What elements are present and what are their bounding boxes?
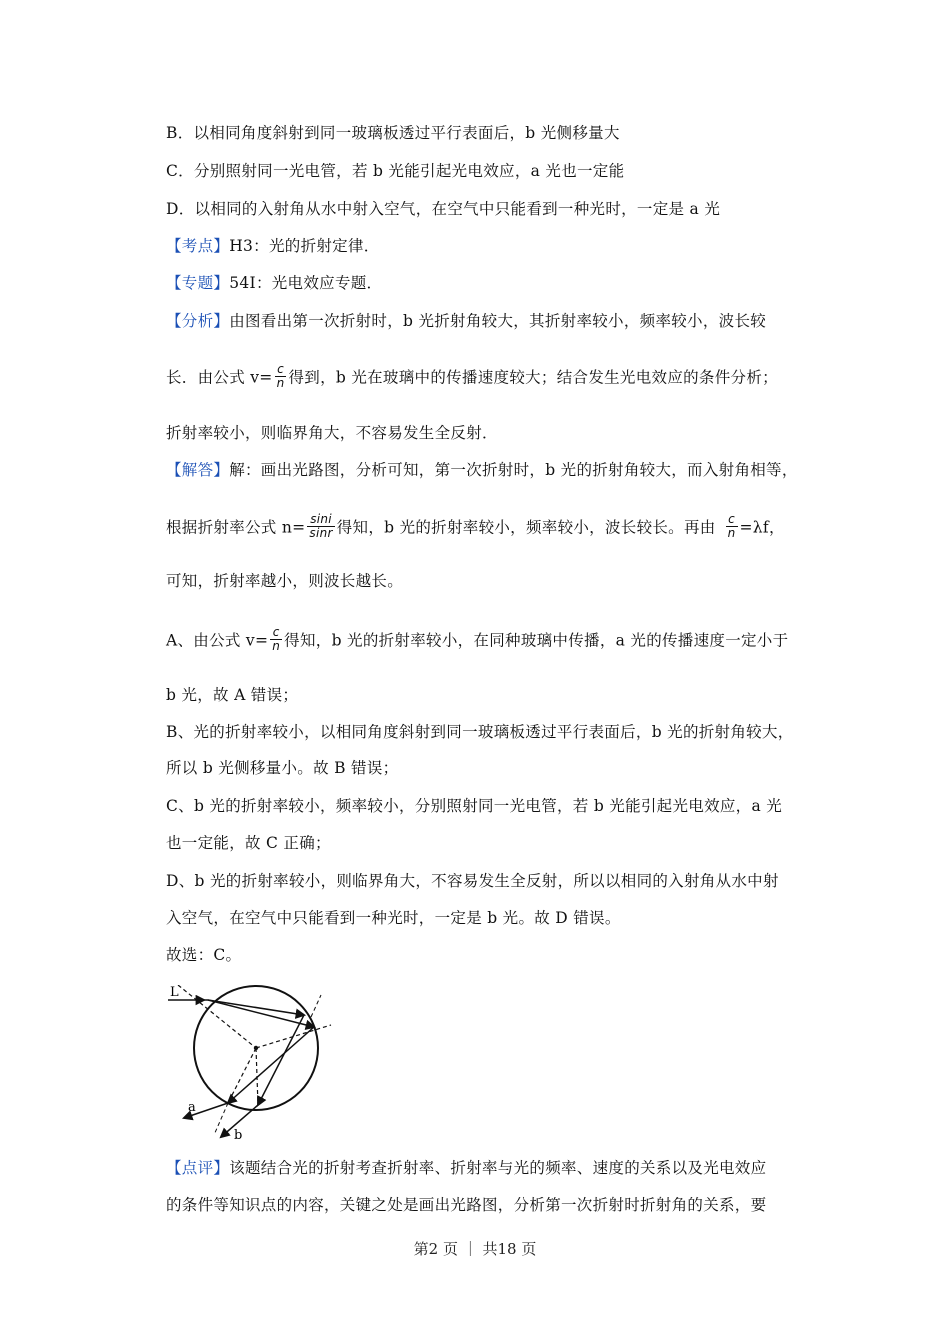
jieda-line-1 (166, 459, 806, 481)
frac-numerator: c (275, 363, 287, 377)
option-d: D．以相同的入射角从水中射入空气，在空气中只能看到一种光时，一定是 a 光 (166, 200, 721, 218)
jieda-a-text-1a: A、由公式 v= (166, 631, 269, 650)
fenxi-text-1: 由图看出第一次折射时，b 光折射角较大，其折射率较小，频率较小，波长较 (229, 312, 767, 330)
jieda-a-line-2: b 光，故 A 错误； (166, 686, 299, 704)
jieda-b-line-1: B、光的折射率较小，以相同角度斜射到同一玻璃板透过平行表面后，b 光的折射角较大， (166, 723, 794, 741)
normal-line (311, 995, 321, 1017)
normal-line (228, 1048, 256, 1103)
frac-numerator: c (726, 513, 738, 527)
frac-numerator: c (270, 626, 282, 640)
label-a: a (188, 1100, 196, 1115)
jieda-text-2a: 根据折射率公式 n= (166, 518, 306, 537)
formula-c-over-n (726, 513, 738, 540)
fenxi-line-2 (166, 362, 806, 392)
dianping-line-2: 的条件等知识点的内容，关键之处是画出光路图，分析第一次折射时折射角的关系，要 (166, 1196, 767, 1214)
zhuanti-text: 54I：光电效应专题． (229, 274, 383, 292)
frac-denominator: n (272, 639, 281, 653)
frac-denominator: n (727, 526, 736, 540)
jieda-line-2 (166, 512, 806, 542)
light-path-figure (166, 985, 336, 1143)
jieda-text-2b: 得知，b 光的折射率较小，频率较小，波长较长。再由 (336, 518, 716, 537)
label-b: b (234, 1128, 243, 1143)
fenxi-text-2a: 长．由公式 v= (166, 368, 273, 387)
jieda-a-line-1 (166, 625, 806, 655)
jieda-b-line-2: 所以 b 光侧移量小。故 B 错误； (166, 759, 399, 777)
jieda-text-2c: =λf， (739, 518, 785, 537)
dianping-line-1 (166, 1157, 806, 1179)
formula-c-over-n (270, 626, 282, 653)
fenxi-line-1 (166, 310, 806, 332)
jieda-tag: 【解答】 (166, 461, 230, 479)
kaodian-line (166, 235, 806, 257)
zhuanti-tag: 【专题】 (166, 274, 230, 292)
formula-sini-over-sinr (307, 513, 334, 540)
frac-numerator: sini (307, 513, 334, 527)
fenxi-line-3: 折射率较小，则临界角大，不容易发生全反射． (166, 424, 498, 442)
dianping-text-1: 该题结合光的折射考查折射率、折射率与光的频率、速度的关系以及光电效应 (229, 1159, 767, 1177)
jieda-c-line-2: 也一定能，故 C 正确； (166, 834, 331, 852)
fenxi-text-2b: 得到，b 光在玻璃中的传播速度较大；结合发生光电效应的条件分析； (288, 368, 778, 387)
page-footer: 第2 页 ｜ 共18 页 (413, 1240, 537, 1258)
jieda-d-line-1: D、b 光的折射率较小，则临界角大，不容易发生全反射，所以以相同的入射角从水中射 (166, 872, 779, 890)
jieda-answer: 故选：C。 (166, 946, 242, 964)
kaodian-text: H3：光的折射定律． (229, 237, 380, 255)
jieda-line-3: 可知，折射率越小，则波长越长。 (166, 572, 404, 590)
jieda-c-line-1: C、b 光的折射率较小，频率较小，分别照射同一光电管，若 b 光能引起光电效应，a 光 (166, 797, 783, 815)
sphere-center (254, 1046, 258, 1050)
option-c: C．分别照射同一光电管，若 b 光能引起光电效应，a 光也一定能 (166, 162, 625, 180)
frac-denominator: sinr (309, 526, 333, 540)
formula-c-over-n (275, 363, 287, 390)
ray-b-reflect (258, 1015, 304, 1105)
normal-line (178, 985, 256, 1048)
kaodian-tag: 【考点】 (166, 237, 230, 255)
dianping-tag: 【点评】 (166, 1159, 230, 1177)
zhuanti-line (166, 272, 806, 294)
fenxi-tag: 【分析】 (166, 312, 230, 330)
jieda-text-1: 解：画出光路图，分析可知，第一次折射时，b 光的折射角较大，而入射角相等， (229, 461, 798, 479)
jieda-d-line-2: 入空气，在空气中只能看到一种光时，一定是 b 光。故 D 错误。 (166, 909, 621, 927)
option-b: B．以相同角度斜射到同一玻璃板透过平行表面后，b 光侧移量大 (166, 124, 620, 142)
frac-denominator: n (276, 376, 285, 390)
label-L: L (170, 985, 179, 1000)
jieda-a-text-1b: 得知，b 光的折射率较小，在同种玻璃中传播，a 光的传播速度一定小于 (284, 631, 789, 650)
